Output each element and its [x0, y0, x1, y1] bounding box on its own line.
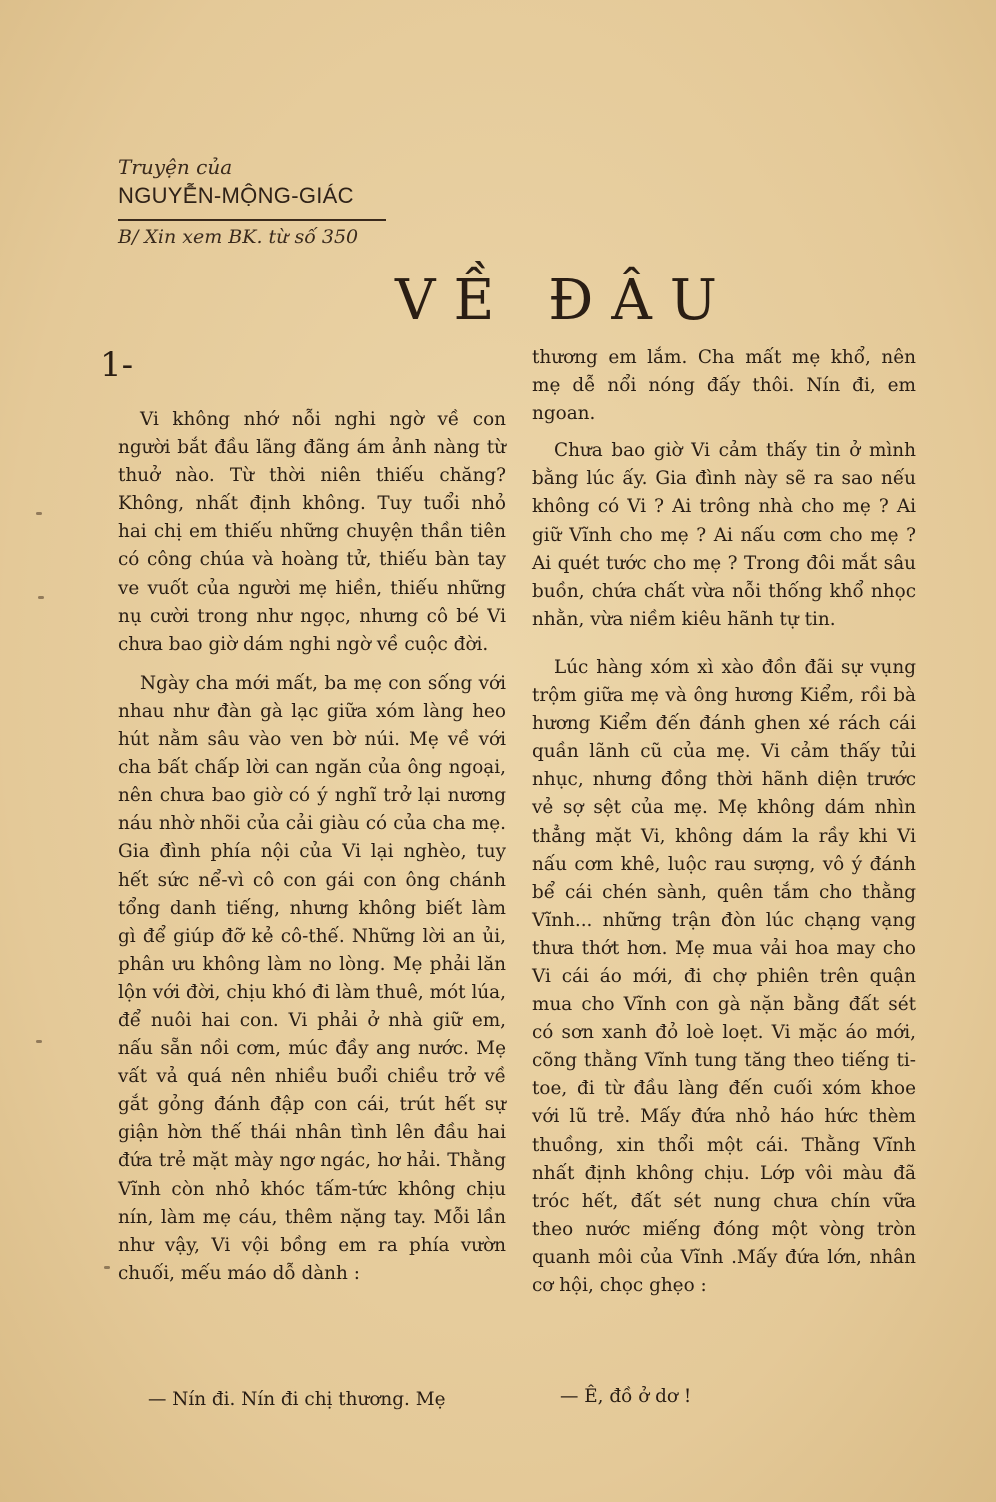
story-title: VỀ ĐÂU [395, 268, 735, 333]
paper-speck [38, 596, 44, 599]
paragraph: thương em lắm. Cha mất mẹ khổ, nên mẹ dễ nổi nóng đấy thôi. Nín đi, em ngoan. [532, 347, 916, 425]
byline-author-prefix: Truyện của [118, 155, 233, 179]
paper-speck [36, 512, 42, 515]
paragraph: Ngày cha mới mất, ba mẹ con sống với nhau như đàn gà lạc giữa xóm làng heo hút nằm sâu vào ven bờ núi. Mẹ về với cha bất chấp lời can ngăn của ông ngoại, nên chưa bao giờ có ý nghĩ trở lại nương náu nhờ nhõi của cải giàu có của cha mẹ. Gia đình phía nội của Vi lại nghèo, tuy hết sức nể-vì cô con gái con ông chánh tổng danh tiếng, nhưng không biết làm gì để giúp đỡ kẻ cô-thế. Những lời an ủi, phân ưu không làm no lòng. Mẹ phải lăn lộn với đời, chịu khó đi làm thuê, mót lúa, để nuôi hai con. Vi phải ở nhà giữ em, nấu sẵn nồi cơm, múc đầy ang nước. Mẹ vất vả quá nên nhiều buổi chiều trở về gắt gỏng đánh đập con cái, trút hết sự giận hờn thế thái nhân tình lên đầu hai đứa trẻ mặt mày ngơ ngác, hơ hải. Thằng Vĩnh còn nhỏ khóc tấm-tức không chịu nín, làm mẹ cáu, thêm nặng tay. Mỗi lần như vậy, Vi vội bồng em ra phía vườn chuối, mếu máo dỗ dành : [118, 672, 506, 1284]
dialogue-line: — Ê, đồ ở dơ ! [560, 1386, 692, 1407]
byline [118, 155, 354, 209]
paragraph: Chưa bao giờ Vi cảm thấy tin ở mình bằng lúc ấy. Gia đình này sẽ ra sao nếu không có Vi ? Ai trông nhà cho mẹ ? Ai giữ Vĩnh cho mẹ ? Ai nấu cơm cho mẹ ? Ai quét tước cho mẹ ? Trong đôi mắt sâu buồn, chứa chất vừa nỗi thống khổ nhọc nhằn, vừa niềm kiêu hãnh tự tin. [532, 440, 916, 630]
paper-speck [36, 1040, 42, 1043]
byline-author-name: NGUYỄN-MỘNG-GIÁC [118, 183, 354, 208]
paper-speck [104, 1266, 110, 1269]
paragraph: Lúc hàng xóm xì xào đồn đãi sự vụng trộm giữa mẹ và ông hương Kiểm, rồi bà hương Kiểm đến đánh ghen xé rách cái quần lãnh cũ của mẹ. Vi cảm thấy tủi nhục, nhưng đồng thời hãnh diện trước vẻ sợ sệt của mẹ. Mẹ không dám nhìn thẳng mặt Vi, không dám la rầy khi Vi nấu cơm khê, luộc rau sượng, vô ý đánh bể cái chén sành, quên tắm cho thằng Vĩnh... những trận đòn lúc chạng vạng thưa thớt hơn. Mẹ mua vải hoa may cho Vi cái áo mới, đi chợ phiên trên quận mua cho Vĩnh con gà nặn bằng đất sét có sơn xanh đỏ loè loẹt. Vi mặc áo mới, cõng thằng Vĩnh tung tăng theo tiếng ti-toe, đi từ đầu làng đến cuối xóm khoe với lũ trẻ. Mấy đứa nhỏ háo hức thèm thuồng, xin thổi một cái. Thằng Vĩnh nhất định không chịu. Lớp vôi màu đã tróc hết, đất sét nung chưa chín vữa theo nước miếng đóng một vòng tròn quanh môi của Vĩnh .Mấy đứa lớn, nhân cơ hội, chọc ghẹo : [532, 656, 916, 1296]
section-number: 1- [100, 345, 134, 385]
left-column [118, 406, 506, 1288]
paragraph: Vi không nhớ nỗi nghi ngờ về con người bắt đầu lãng đãng ám ảnh nàng từ thuở nào. Từ thời niên thiếu chăng? Không, nhất định không. Tuy tuổi nhỏ hai chị em thiếu những chuyện thần tiên có công chúa và hoàng tử, thiếu bàn tay ve vuốt của người mẹ hiền, thiếu những nụ cười trong như ngọc, nhưng cô bé Vi chưa bao giờ dám nghi ngờ về cuộc đời. [118, 409, 506, 655]
dialogue-line: — Nín đi. Nín đi chị thương. Mẹ [148, 1389, 446, 1410]
byline-serial-note: B/ Xin xem BK. từ số 350 [118, 226, 359, 248]
byline-divider [118, 219, 386, 221]
right-column [532, 344, 916, 1300]
